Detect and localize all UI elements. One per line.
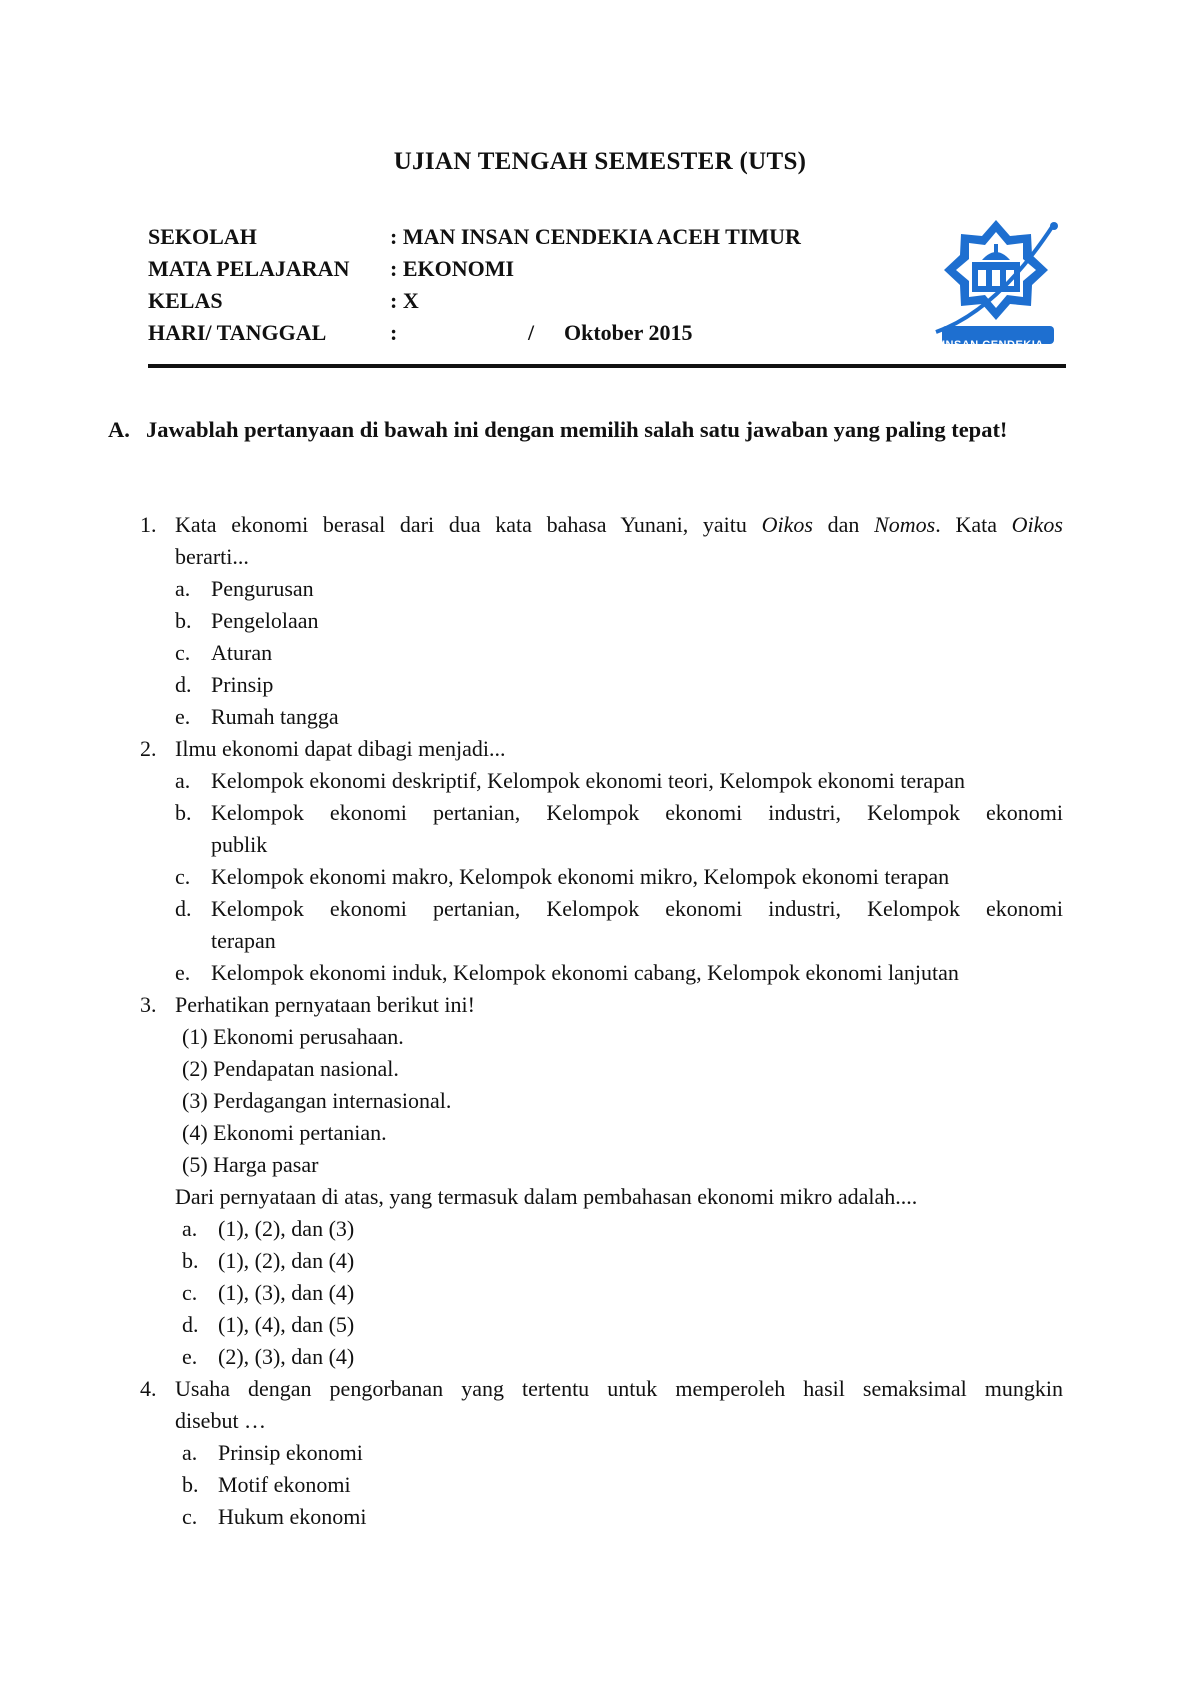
option-letter: e. (175, 960, 191, 985)
option-letter: b. (182, 1472, 199, 1497)
option-text: Pengelolaan (211, 608, 319, 633)
subject-value: : EKONOMI (390, 256, 515, 281)
exam-title: UJIAN TENGAH SEMESTER (UTS) (393, 148, 807, 175)
section-instruction-text: Jawablah pertanyaan di bawah ini dengan memilih salah satu jawaban yang paling tepat! (146, 417, 1008, 442)
option-text: (1), (2), dan (3) (218, 1216, 355, 1241)
date-label: HARI/ TANGGAL (148, 320, 327, 345)
option-letter: a. (175, 768, 191, 793)
option-letter: a. (182, 1440, 198, 1465)
question-number: 1. (140, 512, 157, 537)
header-divider (148, 364, 1066, 368)
question-stem: Perhatikan pernyataan berikut ini! (175, 992, 475, 1017)
option-letter: d. (175, 896, 192, 921)
option-text: Pengurusan (211, 576, 314, 601)
statement-item: (1) Ekonomi perusahaan. (182, 1024, 404, 1049)
option-text: Kelompok ekonomi pertanian, Kelompok ekonomi industri, Kelompok ekonomi (211, 896, 1063, 921)
option-letter: c. (175, 640, 191, 665)
option-letter: b. (175, 608, 192, 633)
subject-label: MATA PELAJARAN (148, 256, 350, 281)
statement-item: (5) Harga pasar (182, 1152, 319, 1177)
option-letter: c. (175, 864, 191, 889)
statement-item: (4) Ekonomi pertanian. (182, 1120, 387, 1145)
option-letter: c. (182, 1280, 198, 1305)
option-text: Prinsip (211, 672, 274, 697)
option-text: Kelompok ekonomi pertanian, Kelompok ekonomi industri, Kelompok ekonomi (211, 800, 1063, 825)
option-text: Hukum ekonomi (218, 1504, 367, 1529)
question-stem-line: disebut … (175, 1408, 267, 1433)
option-text: Kelompok ekonomi makro, Kelompok ekonomi mikro, Kelompok ekonomi terapan (211, 864, 950, 889)
option-text: Prinsip ekonomi (218, 1440, 363, 1465)
logo-text: INSAN CENDEKIA (942, 339, 1044, 351)
option-text: Rumah tangga (211, 704, 339, 729)
option-letter: d. (175, 672, 192, 697)
option-letter: a. (182, 1216, 198, 1241)
question-prompt: Dari pernyataan di atas, yang termasuk dalam pembahasan ekonomi mikro adalah.... (175, 1184, 918, 1209)
option-text: (2), (3), dan (4) (218, 1344, 355, 1369)
option-text: Kelompok ekonomi induk, Kelompok ekonomi cabang, Kelompok ekonomi lanjutan (211, 960, 959, 985)
class-value: : X (390, 288, 419, 313)
insan-cendekia-logo (928, 214, 1064, 354)
date-slash: / (528, 320, 535, 345)
school-label: SEKOLAH (148, 224, 257, 249)
option-letter: b. (175, 800, 192, 825)
section-letter: A. (108, 417, 130, 442)
question-stem-line: berarti... (175, 544, 249, 569)
question-number: 4. (140, 1376, 157, 1401)
option-letter: d. (182, 1312, 199, 1337)
class-label: KELAS (148, 288, 223, 313)
question-number: 2. (140, 736, 157, 761)
date-value: Oktober 2015 (564, 320, 693, 345)
option-text: (1), (2), dan (4) (218, 1248, 355, 1273)
question-stem-line: Kata ekonomi berasal dari dua kata bahasa Yunani, yaitu Oikos dan Nomos. Kata Oikos (175, 512, 1063, 537)
option-letter: e. (175, 704, 191, 729)
option-text: Motif ekonomi (218, 1472, 351, 1497)
question-number: 3. (140, 992, 157, 1017)
school-value: : MAN INSAN CENDEKIA ACEH TIMUR (390, 224, 801, 249)
option-text: (1), (4), dan (5) (218, 1312, 355, 1337)
option-letter: c. (182, 1504, 198, 1529)
question-stem: Ilmu ekonomi dapat dibagi menjadi... (175, 736, 506, 761)
option-text: Kelompok ekonomi deskriptif, Kelompok ekonomi teori, Kelompok ekonomi terapan (211, 768, 965, 793)
statement-item: (3) Perdagangan internasional. (182, 1088, 452, 1113)
option-text-continued: terapan (211, 928, 276, 953)
option-text: (1), (3), dan (4) (218, 1280, 355, 1305)
option-letter: a. (175, 576, 191, 601)
statement-item: (2) Pendapatan nasional. (182, 1056, 399, 1081)
option-letter: e. (182, 1344, 198, 1369)
question-stem-line: Usaha dengan pengorbanan yang tertentu untuk memperoleh hasil semaksimal mungkin (175, 1376, 1063, 1401)
date-colon: : (390, 320, 398, 345)
option-text: Aturan (211, 640, 273, 665)
option-text-continued: publik (211, 832, 268, 857)
option-letter: b. (182, 1248, 199, 1273)
